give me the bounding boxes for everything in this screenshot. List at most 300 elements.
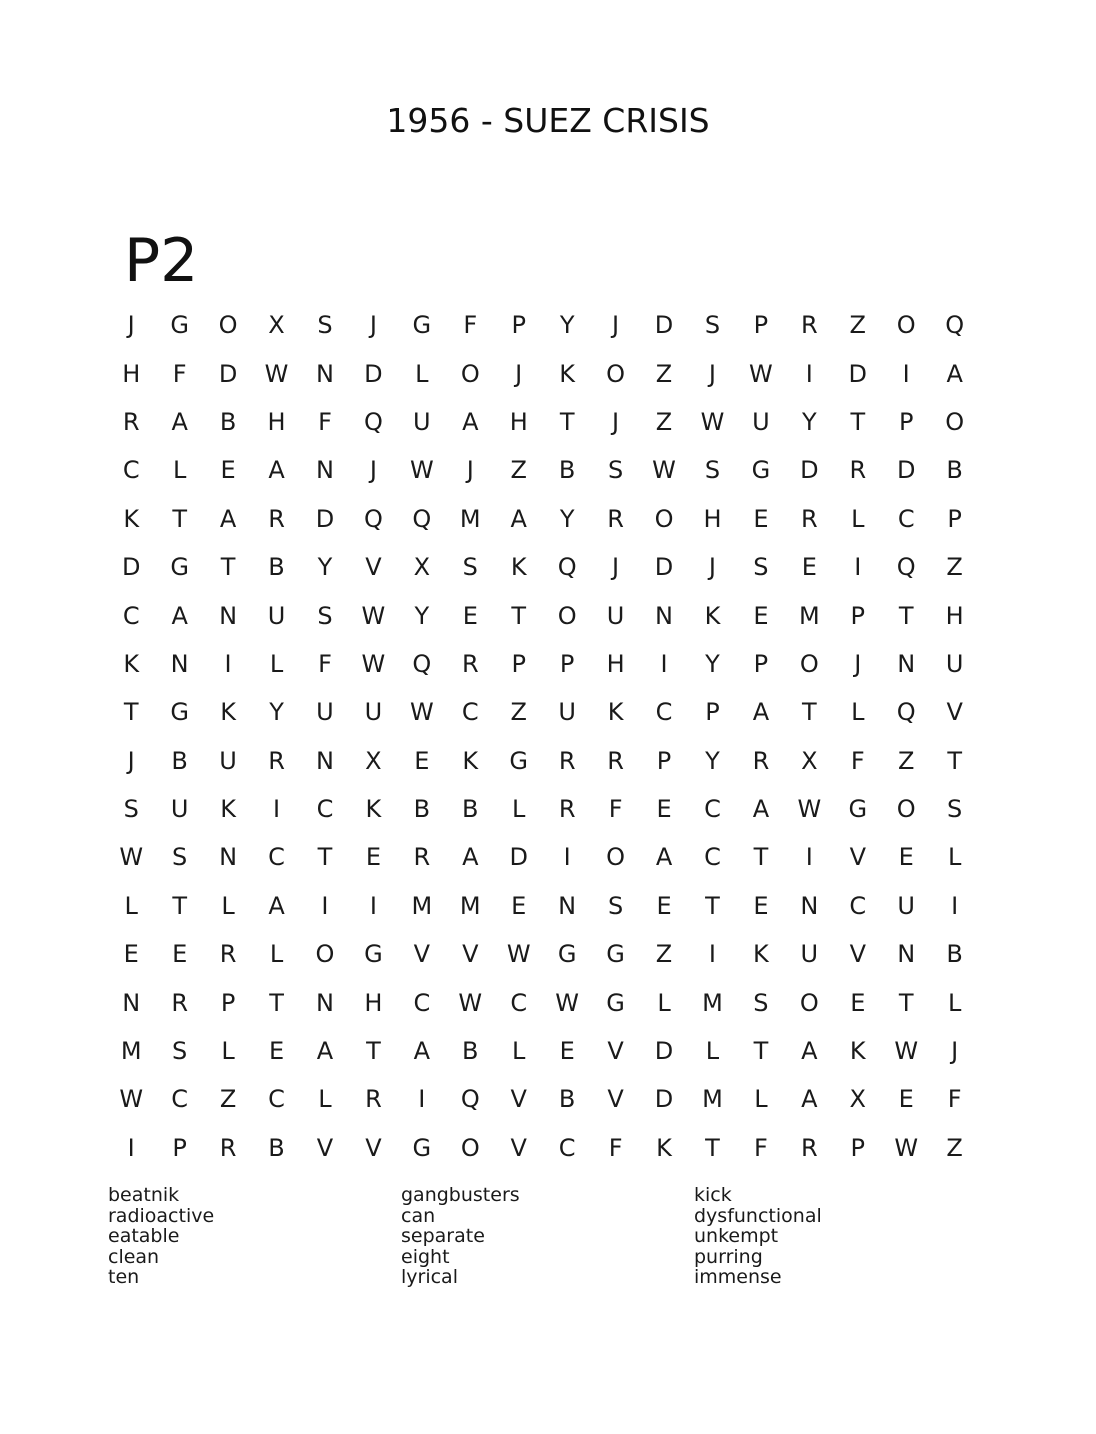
grid-letter: F bbox=[850, 746, 865, 775]
grid-letter: N bbox=[897, 649, 916, 678]
grid-letter: C bbox=[268, 1085, 285, 1114]
grid-letter: T bbox=[850, 407, 866, 436]
grid-letter: H bbox=[606, 649, 625, 678]
grid-letter: G bbox=[606, 940, 625, 969]
grid-letter: R bbox=[558, 795, 576, 824]
grid-letter: V bbox=[413, 940, 431, 969]
grid-letter: W bbox=[555, 988, 580, 1017]
grid-letter: P bbox=[753, 311, 769, 340]
word-list-item: dysfunctional bbox=[694, 1204, 822, 1227]
grid-letter: J bbox=[127, 311, 135, 340]
word-list-item: lyrical bbox=[401, 1266, 458, 1289]
grid-letter: E bbox=[753, 891, 769, 920]
grid-letter: R bbox=[461, 649, 479, 678]
grid-letter: R bbox=[268, 504, 285, 533]
grid-letter: N bbox=[800, 891, 819, 920]
grid-letter: L bbox=[318, 1085, 332, 1114]
grid-letter: I bbox=[805, 359, 813, 388]
grid-letter: N bbox=[315, 359, 334, 388]
grid-letter: A bbox=[268, 456, 285, 485]
grid-letter: A bbox=[655, 843, 673, 872]
grid-letter: N bbox=[219, 601, 238, 630]
grid-letter: P bbox=[898, 407, 914, 436]
grid-letter: F bbox=[172, 359, 187, 388]
grid-letter: L bbox=[512, 1037, 526, 1066]
grid-letter: J bbox=[854, 649, 862, 678]
word-list bbox=[108, 1185, 988, 1288]
grid-letter: U bbox=[413, 407, 431, 436]
grid-letter: D bbox=[896, 456, 916, 485]
grid-letter: L bbox=[947, 988, 962, 1017]
grid-letter: B bbox=[268, 1133, 285, 1162]
grid-letter: O bbox=[799, 649, 819, 678]
grid-letter: A bbox=[752, 795, 770, 824]
grid-letter: V bbox=[316, 1133, 334, 1162]
grid-letter: J bbox=[369, 311, 377, 340]
grid-letter: F bbox=[318, 407, 332, 436]
grid-letter: L bbox=[851, 698, 865, 727]
grid-letter: N bbox=[655, 601, 673, 630]
grid-letter: D bbox=[654, 553, 674, 582]
grid-letter: E bbox=[365, 843, 381, 872]
grid-letter: U bbox=[558, 698, 576, 727]
grid-letter: T bbox=[802, 698, 817, 727]
grid-letter: E bbox=[268, 1037, 285, 1066]
grid-letter: Q bbox=[460, 1085, 480, 1114]
grid-letter: H bbox=[267, 407, 286, 436]
grid-letter: C bbox=[316, 795, 334, 824]
grid-letter: U bbox=[752, 407, 770, 436]
grid-letter: O bbox=[654, 504, 674, 533]
grid-letter: C bbox=[268, 843, 285, 872]
grid-letter: U bbox=[364, 698, 383, 727]
grid-letter: Q bbox=[412, 504, 432, 533]
grid-letter: A bbox=[171, 407, 188, 436]
grid-letter: N bbox=[122, 988, 141, 1017]
grid-letter: E bbox=[898, 1085, 914, 1114]
grid-letter: P bbox=[656, 746, 672, 775]
grid-letter: J bbox=[127, 746, 135, 775]
grid-letter: S bbox=[172, 1037, 188, 1066]
grid-letter: W bbox=[409, 456, 434, 485]
grid-letter: L bbox=[221, 1037, 235, 1066]
grid-letter: O bbox=[315, 940, 335, 969]
grid-letter: I bbox=[951, 891, 959, 920]
grid-letter: F bbox=[608, 1133, 623, 1162]
grid-letter: S bbox=[704, 311, 721, 340]
grid-letter: N bbox=[315, 988, 334, 1017]
grid-letter: V bbox=[607, 1037, 624, 1066]
grid-letter: P bbox=[511, 649, 526, 678]
grid-letter: U bbox=[897, 891, 915, 920]
grid-letter: D bbox=[848, 359, 868, 388]
grid-letter: R bbox=[801, 1133, 818, 1162]
grid-letter: S bbox=[704, 456, 721, 485]
grid-letter: R bbox=[219, 1133, 237, 1162]
grid-letter: J bbox=[708, 359, 716, 388]
grid-letter: G bbox=[751, 456, 771, 485]
grid-letter: Q bbox=[896, 698, 916, 727]
grid-letter: D bbox=[218, 359, 238, 388]
grid-letter: O bbox=[460, 1133, 480, 1162]
grid-letter: S bbox=[607, 891, 624, 920]
grid-letter: B bbox=[462, 795, 479, 824]
grid-letter: L bbox=[754, 1085, 768, 1114]
grid-letter: K bbox=[559, 359, 576, 388]
grid-letter: L bbox=[657, 988, 671, 1017]
grid-letter: U bbox=[606, 601, 625, 630]
grid-letter: H bbox=[122, 359, 141, 388]
grid-letter: P bbox=[172, 1133, 187, 1162]
grid-letter: D bbox=[800, 456, 819, 485]
grid-letter: O bbox=[799, 988, 819, 1017]
page-title: 1956 - SUEZ CRISIS bbox=[386, 101, 710, 140]
grid-letter: P bbox=[850, 601, 866, 630]
grid-letter: D bbox=[315, 504, 335, 533]
grid-letter: D bbox=[654, 311, 674, 340]
grid-letter: W bbox=[458, 988, 483, 1017]
grid-letter: W bbox=[749, 359, 773, 388]
grid-letter: S bbox=[123, 795, 139, 824]
grid-letter: E bbox=[511, 891, 527, 920]
grid-letter: E bbox=[414, 746, 430, 775]
grid-letter: L bbox=[221, 891, 235, 920]
grid-letter: W bbox=[894, 1133, 919, 1162]
grid-letter: T bbox=[898, 601, 914, 630]
grid-letter: E bbox=[898, 843, 914, 872]
grid-letter: I bbox=[369, 891, 377, 920]
grid-letter: G bbox=[848, 795, 868, 824]
grid-letter: R bbox=[752, 746, 770, 775]
grid-letter: O bbox=[896, 795, 916, 824]
grid-letter: P bbox=[850, 1133, 866, 1162]
grid-letter: K bbox=[365, 795, 382, 824]
grid-letter: A bbox=[462, 843, 479, 872]
grid-letter: Y bbox=[414, 601, 430, 630]
grid-letter: I bbox=[563, 843, 571, 872]
grid-letter: N bbox=[219, 843, 238, 872]
grid-letter: O bbox=[557, 601, 577, 630]
word-list-item: can bbox=[401, 1204, 436, 1227]
grid-letter: E bbox=[656, 795, 672, 824]
grid-letter: K bbox=[510, 553, 527, 582]
grid-letter: M bbox=[702, 1085, 723, 1114]
grid-letter: C bbox=[510, 988, 528, 1017]
grid-letter: K bbox=[704, 601, 721, 630]
word-list-item: purring bbox=[694, 1245, 763, 1268]
grid-letter: X bbox=[849, 1085, 866, 1114]
grid-letter: D bbox=[509, 843, 528, 872]
grid-letter: A bbox=[752, 698, 770, 727]
grid-letter: E bbox=[753, 601, 769, 630]
grid-letter: L bbox=[947, 843, 962, 872]
word-column bbox=[401, 1185, 694, 1288]
grid-letter: Y bbox=[317, 553, 333, 582]
grid-letter: A bbox=[801, 1085, 818, 1114]
grid-letter: W bbox=[264, 359, 289, 388]
grid-letter: Y bbox=[559, 504, 575, 533]
grid-letter: H bbox=[945, 601, 964, 630]
grid-letter: O bbox=[218, 311, 238, 340]
grid-letter: C bbox=[122, 601, 140, 630]
grid-letter: E bbox=[850, 988, 866, 1017]
grid-letter: N bbox=[170, 649, 189, 678]
grid-letter: Q bbox=[363, 407, 383, 436]
grid-letter: Y bbox=[802, 407, 817, 436]
grid-letter: S bbox=[317, 311, 333, 340]
grid-letter: E bbox=[656, 891, 672, 920]
grid-letter: H bbox=[509, 407, 528, 436]
grid-letter: T bbox=[511, 601, 527, 630]
grid-letter: T bbox=[317, 843, 333, 872]
grid-letter: W bbox=[894, 1037, 919, 1066]
grid-letter: R bbox=[607, 746, 624, 775]
grid-letter: Y bbox=[705, 649, 720, 678]
grid-letter: V bbox=[462, 940, 479, 969]
grid-letter: F bbox=[754, 1133, 768, 1162]
grid-letter: I bbox=[708, 940, 716, 969]
grid-letter: P bbox=[511, 311, 526, 340]
grid-letter: P bbox=[705, 698, 720, 727]
grid-letter: M bbox=[459, 504, 481, 533]
grid-letter: X bbox=[413, 553, 431, 582]
grid-letter: C bbox=[122, 456, 140, 485]
grid-letter: I bbox=[902, 359, 910, 388]
grid-letter: C bbox=[704, 843, 721, 872]
grid-letter: V bbox=[849, 940, 866, 969]
grid-letter: T bbox=[269, 988, 284, 1017]
grid-letter: G bbox=[364, 940, 383, 969]
grid-letter: E bbox=[462, 601, 478, 630]
grid-letter: T bbox=[366, 1037, 381, 1066]
grid-letter: Z bbox=[655, 407, 673, 436]
grid-letter: Z bbox=[510, 456, 527, 485]
grid-letter: T bbox=[705, 891, 720, 920]
grid-letter: N bbox=[315, 746, 334, 775]
grid-letter: T bbox=[172, 891, 187, 920]
grid-letter: S bbox=[753, 988, 769, 1017]
grid-letter: O bbox=[606, 359, 626, 388]
word-list-item: kick bbox=[694, 1184, 732, 1206]
grid-letter: L bbox=[851, 504, 865, 533]
grid-letter: E bbox=[753, 504, 769, 533]
grid-letter: U bbox=[316, 698, 334, 727]
grid-letter: F bbox=[318, 649, 332, 678]
grid-letter: V bbox=[946, 698, 963, 727]
grid-letter: D bbox=[654, 1085, 674, 1114]
grid-letter: P bbox=[559, 649, 575, 678]
grid-letter: J bbox=[515, 359, 523, 388]
grid-letter: V bbox=[365, 553, 382, 582]
grid-letter: U bbox=[170, 795, 189, 824]
grid-letter: Q bbox=[896, 553, 916, 582]
grid-letter: Z bbox=[510, 698, 527, 727]
grid-letter: W bbox=[409, 698, 434, 727]
grid-letter: I bbox=[321, 891, 329, 920]
grid-letter: K bbox=[849, 1037, 866, 1066]
word-list-item: radioactive bbox=[108, 1204, 215, 1227]
grid-letter: Q bbox=[557, 553, 577, 582]
grid-letter: B bbox=[558, 1085, 576, 1114]
grid-letter: B bbox=[558, 456, 576, 485]
grid-letter: R bbox=[801, 504, 818, 533]
grid-letter: Q bbox=[412, 649, 432, 678]
grid-letter: I bbox=[224, 649, 232, 678]
grid-letter: K bbox=[123, 649, 140, 678]
grid-letter: L bbox=[124, 891, 138, 920]
grid-letter: A bbox=[801, 1037, 818, 1066]
grid-letter: V bbox=[365, 1133, 382, 1162]
grid-letter: W bbox=[361, 601, 386, 630]
grid-letter: L bbox=[269, 940, 284, 969]
grid-letter: S bbox=[317, 601, 333, 630]
grid-letter: T bbox=[559, 407, 575, 436]
grid-letter: I bbox=[418, 1085, 426, 1114]
grid-letter: P bbox=[753, 649, 769, 678]
grid-letter: A bbox=[462, 407, 479, 436]
word-list-item: gangbusters bbox=[401, 1184, 520, 1206]
grid-letter: Q bbox=[945, 311, 965, 340]
grid-letter: R bbox=[365, 1085, 382, 1114]
grid-letter: G bbox=[412, 1133, 432, 1162]
grid-letter: F bbox=[947, 1085, 962, 1114]
grid-letter: X bbox=[268, 311, 285, 340]
grid-letter: J bbox=[951, 1037, 959, 1066]
word-list-item: beatnik bbox=[108, 1184, 180, 1206]
grid-letter: L bbox=[512, 795, 526, 824]
grid-letter: F bbox=[608, 795, 623, 824]
grid-letter: J bbox=[612, 311, 620, 340]
grid-letter: M bbox=[459, 891, 481, 920]
grid-letter: R bbox=[219, 940, 237, 969]
grid-letter: Y bbox=[559, 311, 575, 340]
grid-letter: I bbox=[127, 1133, 135, 1162]
grid-letter: I bbox=[805, 843, 813, 872]
grid-letter: S bbox=[753, 553, 769, 582]
grid-letter: G bbox=[170, 698, 189, 727]
grid-letter: R bbox=[801, 311, 818, 340]
grid-letter: K bbox=[220, 698, 236, 727]
grid-letter: Z bbox=[946, 553, 963, 582]
grid-letter: M bbox=[702, 988, 723, 1017]
grid-letter: I bbox=[854, 553, 862, 582]
grid-letter: G bbox=[170, 311, 189, 340]
grid-letter: R bbox=[849, 456, 867, 485]
grid-letter: R bbox=[268, 746, 285, 775]
grid-letter: E bbox=[559, 1037, 575, 1066]
grid-letter: T bbox=[123, 698, 139, 727]
grid-letter: C bbox=[704, 795, 721, 824]
grid-letter: S bbox=[607, 456, 624, 485]
grid-letter: V bbox=[510, 1085, 527, 1114]
grid-letter: B bbox=[413, 795, 431, 824]
grid-letter: T bbox=[898, 988, 914, 1017]
grid-letter: B bbox=[462, 1037, 479, 1066]
grid-letter: G bbox=[412, 311, 432, 340]
grid-letter: D bbox=[121, 553, 141, 582]
grid-letter: L bbox=[269, 649, 284, 678]
grid-letter: P bbox=[220, 988, 236, 1017]
grid-letter: Y bbox=[269, 698, 284, 727]
grid-letter: Z bbox=[946, 1133, 963, 1162]
grid-letter: Q bbox=[363, 504, 383, 533]
grid-letter: A bbox=[219, 504, 237, 533]
grid-letter: T bbox=[753, 843, 769, 872]
grid-letter: W bbox=[700, 407, 725, 436]
grid-letter: M bbox=[411, 891, 433, 920]
grid-letter: C bbox=[171, 1085, 189, 1114]
grid-letter: R bbox=[171, 988, 188, 1017]
word-list-item: separate bbox=[401, 1225, 485, 1248]
grid-letter: S bbox=[462, 553, 478, 582]
grid-letter: R bbox=[607, 504, 624, 533]
grid-letter: J bbox=[612, 407, 620, 436]
grid-letter: G bbox=[606, 988, 625, 1017]
grid-letter: W bbox=[652, 456, 676, 485]
grid-letter: F bbox=[463, 311, 478, 340]
grid-letter: L bbox=[705, 1037, 720, 1066]
word-column bbox=[108, 1185, 401, 1288]
grid-letter: W bbox=[361, 649, 386, 678]
grid-letter: N bbox=[315, 456, 334, 485]
grid-letter: N bbox=[897, 940, 916, 969]
grid-letter: C bbox=[558, 1133, 576, 1162]
grid-letter: C bbox=[413, 988, 431, 1017]
grid-letter: K bbox=[753, 940, 769, 969]
grid-letter: A bbox=[171, 601, 188, 630]
grid-letter: H bbox=[703, 504, 722, 533]
grid-letter: Z bbox=[655, 940, 673, 969]
grid-letter: T bbox=[753, 1037, 769, 1066]
word-list-item: immense bbox=[694, 1266, 782, 1289]
grid-letter: V bbox=[607, 1085, 624, 1114]
grid-letter: E bbox=[123, 940, 139, 969]
grid-letter: B bbox=[946, 456, 963, 485]
grid-letter: J bbox=[466, 456, 474, 485]
grid-letter: Z bbox=[219, 1085, 237, 1114]
grid-letter: N bbox=[558, 891, 577, 920]
grid-letter: A bbox=[413, 1037, 431, 1066]
word-list-item: ten bbox=[108, 1266, 140, 1289]
grid-letter: U bbox=[800, 940, 819, 969]
word-list-item: unkempt bbox=[694, 1225, 779, 1248]
grid-letter: V bbox=[849, 843, 866, 872]
grid-letter: C bbox=[461, 698, 479, 727]
word-list-item: clean bbox=[108, 1245, 160, 1268]
grid-letter: K bbox=[607, 698, 624, 727]
letter-grid bbox=[107, 301, 979, 1172]
grid-letter: S bbox=[947, 795, 963, 824]
grid-letter: E bbox=[801, 553, 817, 582]
grid-letter: E bbox=[172, 940, 188, 969]
grid-letter: Z bbox=[897, 746, 915, 775]
grid-letter: W bbox=[119, 843, 144, 872]
grid-letter: T bbox=[947, 746, 962, 775]
grid-letter: D bbox=[364, 359, 383, 388]
grid-letter: K bbox=[656, 1133, 672, 1162]
grid-letter: R bbox=[122, 407, 140, 436]
word-list-item: eatable bbox=[108, 1225, 180, 1248]
grid-letter: J bbox=[612, 553, 620, 582]
grid-letter: C bbox=[849, 891, 867, 920]
grid-letter: O bbox=[460, 359, 480, 388]
grid-letter: T bbox=[705, 1133, 720, 1162]
grid-letter: G bbox=[509, 746, 529, 775]
grid-letter: K bbox=[462, 746, 479, 775]
grid-letter: K bbox=[123, 504, 140, 533]
grid-letter: Y bbox=[705, 746, 720, 775]
grid-letter: B bbox=[946, 940, 963, 969]
